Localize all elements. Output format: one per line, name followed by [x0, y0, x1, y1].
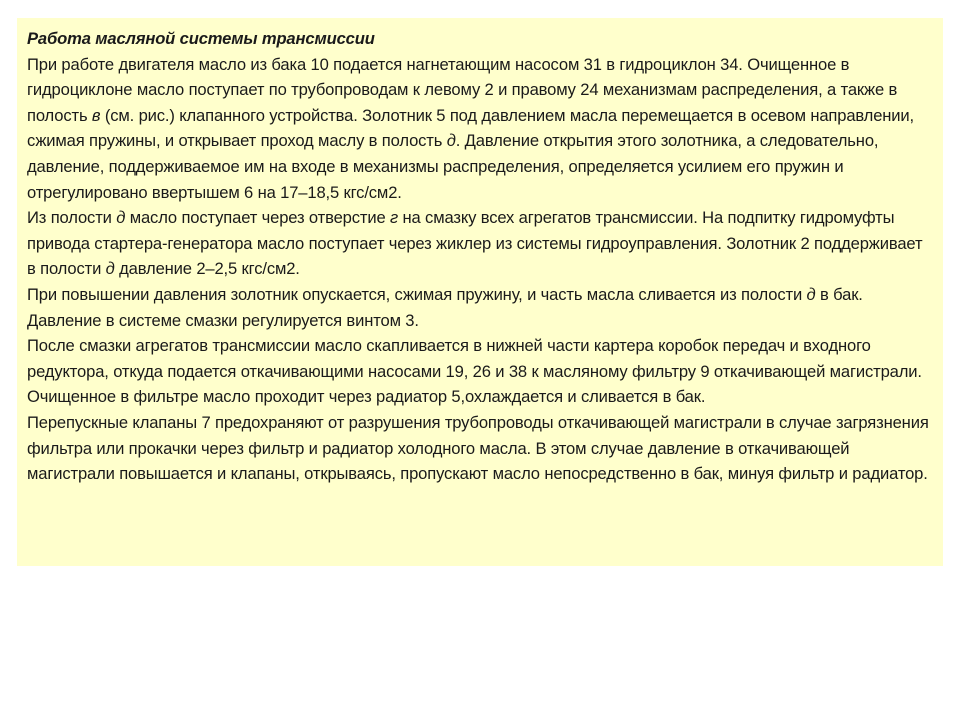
text-run: давление 2–2,5 кгс/см2.: [114, 259, 300, 279]
italic-term: г: [390, 208, 399, 228]
italic-term: д: [806, 284, 816, 304]
text-run: масло поступает через отверстие: [125, 208, 390, 228]
text-run: Из полости: [27, 208, 117, 228]
paragraphs-container: [27, 52, 933, 487]
paragraph-3: [27, 282, 933, 333]
text-run: в бак. Давление в системе смазки регулируется винтом 3.: [27, 284, 863, 330]
slide-title: Работа масляной системы трансмиссии: [27, 29, 375, 48]
italic-term: в: [91, 105, 101, 125]
paragraph-5: [27, 410, 933, 487]
slide-textbox: [17, 18, 943, 566]
text-run: . Давление открытия этого золотника, а следовательно, давление, поддерживаемое им на входе в механизмы распределения, определяется усилием его пружин и отрегулировано ввертышем 6 на 17–18,5 кгс/см2.: [27, 131, 879, 202]
text-run: (см. рис.) клапанного устройства. Золотник 5 под давлением масла перемещается в осевом направлении, сжимая пружины, и открывает проход маслу в полость: [27, 105, 915, 151]
paragraph-4: [27, 333, 933, 410]
text-run: При работе двигателя масло из бака 10 подается нагнетающим насосом 31 в гидроциклон 34. Очищенное в гидроциклоне масло поступает по трубопроводам к левому 2 и правому 24 механизмам распределения, а также в полость: [27, 54, 898, 125]
text-run: После смазки агрегатов трансмиссии масло скапливается в нижней части картера коробок передач и входного редуктора, откуда подается откачивающими насосами 19, 26 и 38 к масляному фильтру 9 откачивающей магистрали. Очищенное в фильтре масло проходит через радиатор 5,охлаждается и сливается в бак.: [27, 336, 922, 407]
text-run: на смазку всех агрегатов трансмиссии. На подпитку гидромуфты привода стартера-генератора масло поступает через жиклер из системы гидроуправления. Золотник 2 поддерживает в полости: [27, 208, 923, 279]
text-run: Перепускные клапаны 7 предохраняют от разрушения трубопроводы откачивающей магистрали в случае загрязнения фильтра или прокачки через фильтр и радиатор холодного масла. В этом случае давление в откачивающей магистрали повышается и клапаны, открываясь, пропускают масло непосредственно в бак, минуя фильтр и радиатор.: [27, 412, 929, 484]
text-run: При повышении давления золотник опускается, сжимая пружину, и часть масла сливается из полости: [27, 284, 807, 304]
italic-term: д: [116, 208, 126, 228]
italic-term: д: [446, 131, 456, 151]
italic-term: д: [105, 259, 115, 279]
paragraph-1: [27, 52, 933, 206]
paragraph-2: [27, 205, 933, 282]
